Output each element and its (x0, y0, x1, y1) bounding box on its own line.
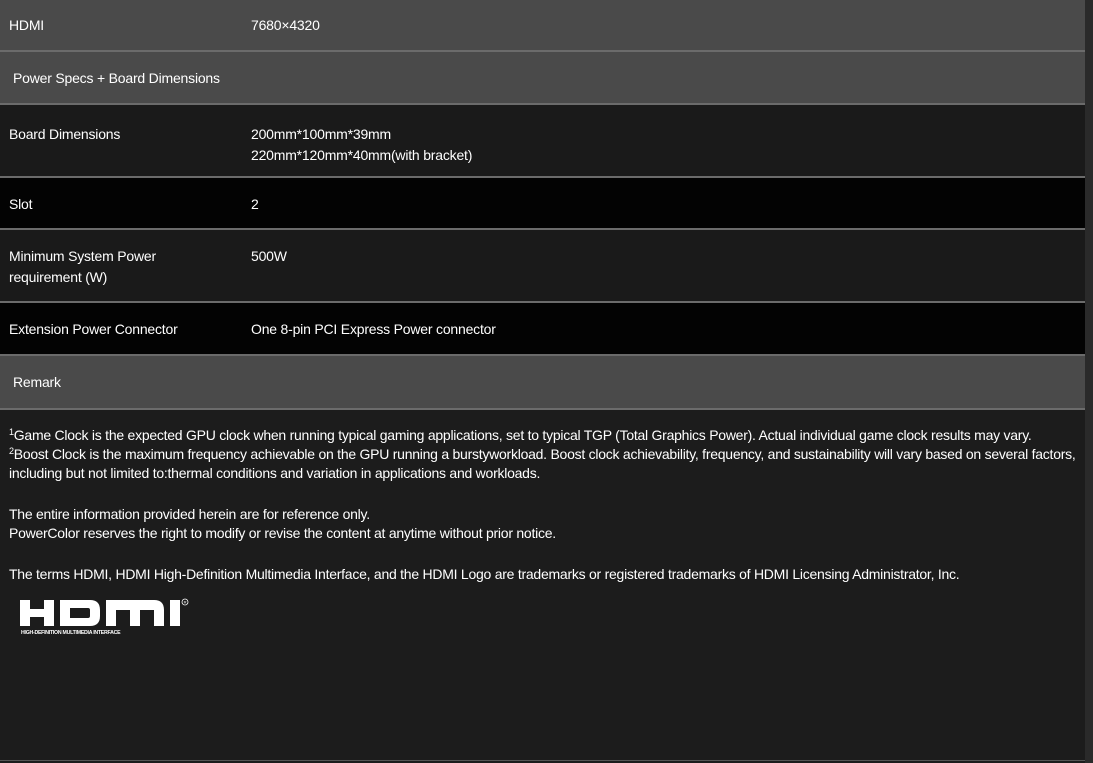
label-line: Minimum System Power (9, 248, 156, 264)
spec-label: HDMI (9, 17, 44, 33)
spec-label (0, 246, 251, 301)
spec-value: 7680×4320 (251, 17, 320, 33)
spec-row-slot (0, 178, 1085, 230)
hdmi-logo (20, 598, 1076, 641)
spec-value: 500W (251, 248, 287, 264)
disclaimer-line: PowerColor reserves the right to modify or revise the content at anytime without prior notice. (9, 525, 556, 541)
spacer (9, 483, 1076, 502)
footnote-text: Boost Clock is the maximum frequency achievable on the GPU running a burstyworkload. Boost clock achievability, frequency, and sustainability will vary based on several factors, including but not limited to:thermal conditions and variation in applications and workloads. (9, 446, 1076, 481)
hdmi-logo-icon (20, 598, 190, 636)
svg-text:R: R (183, 599, 187, 605)
section-header-remark (0, 356, 1085, 410)
spec-row-hdmi (0, 0, 1085, 52)
footnote-mark: 1 (9, 427, 14, 437)
label-line: requirement (W) (9, 269, 108, 285)
spec-value: One 8-pin PCI Express Power connector (251, 321, 496, 337)
value-line: 200mm*100mm*39mm (251, 126, 391, 142)
hdmi-logo-tagline: HIGH-DEFINITION MULTIMEDIA INTERFACE (21, 630, 121, 636)
section-title: Power Specs + Board Dimensions (13, 69, 220, 86)
spacer (9, 543, 1076, 562)
spec-row-power-connector (0, 303, 1085, 356)
footnote-text: Game Clock is the expected GPU clock when running typical gaming applications, set to typical TGP (Total Graphics Power). Actual individual game clock results may vary. (13, 427, 1032, 443)
remark-body (0, 410, 1085, 641)
divider (0, 760, 1085, 761)
footnote-mark: 2 (9, 446, 14, 456)
spec-value (251, 124, 1085, 176)
spec-value: 2 (251, 196, 259, 212)
footnote-game-clock (9, 426, 1076, 445)
spec-row-min-power (0, 230, 1085, 303)
section-title: Remark (13, 374, 61, 390)
trademark-notice: The terms HDMI, HDMI High-Definition Multimedia Interface, and the HDMI Logo are trademarks or registered trademarks of HDMI Licensing Administrator, Inc. (9, 566, 960, 582)
spec-label: Extension Power Connector (9, 321, 178, 337)
footnote-boost-clock (9, 445, 1076, 483)
scrollbar[interactable] (1085, 0, 1093, 763)
disclaimer-line: The entire information provided herein are for reference only. (9, 506, 370, 522)
spec-label: Slot (9, 196, 33, 212)
spec-label: Board Dimensions (9, 126, 121, 142)
value-line: 220mm*120mm*40mm(with bracket) (251, 147, 473, 163)
spec-row-board-dimensions (0, 105, 1085, 178)
section-header-power (0, 52, 1085, 105)
